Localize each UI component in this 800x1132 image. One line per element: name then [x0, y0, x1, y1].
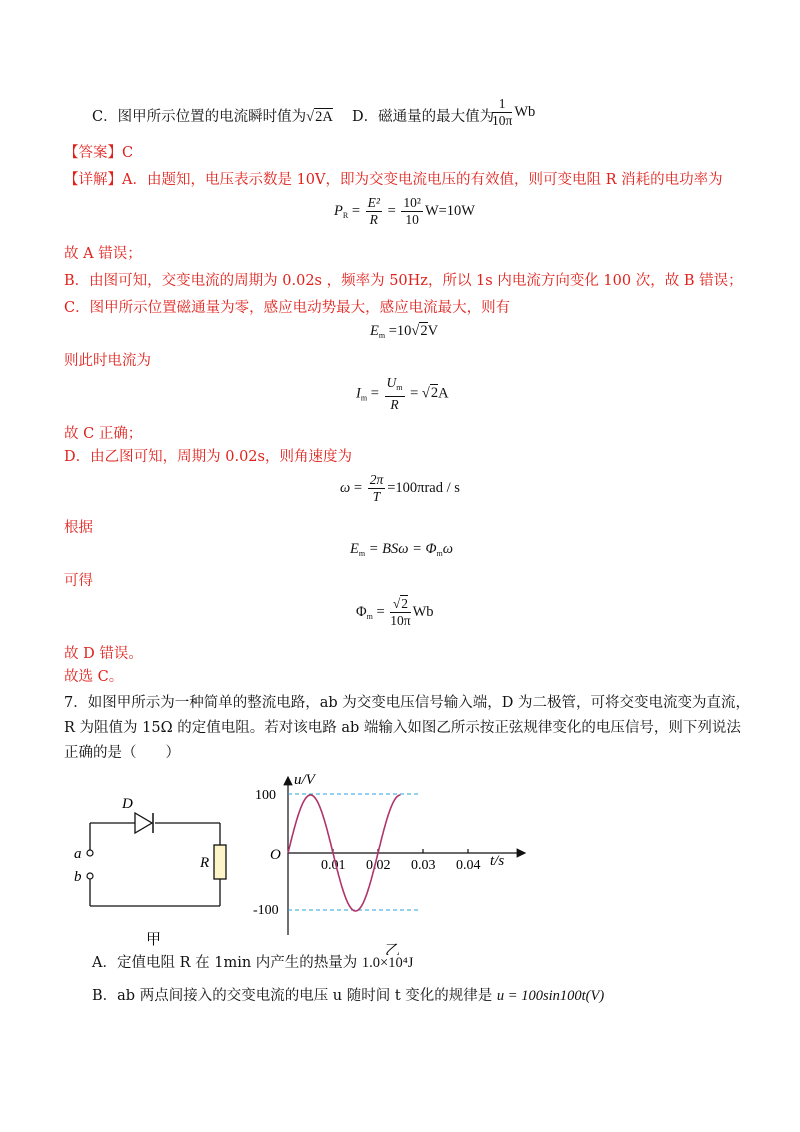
option-a-text: A．定值电阻 R 在 1min 内产生的热量为	[92, 955, 358, 971]
equation-omega: ω = $\frac{2\pi}{T}$ =100πrad / s	[340, 472, 460, 504]
eq5-lhs: E	[350, 541, 359, 557]
detail-line-11: 故选 C。	[64, 669, 124, 685]
eq6-lhs-sub: m	[366, 611, 373, 621]
circuit-caption: 甲	[146, 932, 162, 948]
eq3-num: U	[386, 375, 397, 390]
eq6-den: 10π	[390, 613, 411, 628]
eq3-den: R	[390, 397, 399, 412]
detail-line-7: D．由乙图可知，周期为 0.02s，则角速度为	[64, 449, 352, 465]
equation-power: $P_R$ = $\frac{\text{E²}}{R}$ = $\frac{\text{10²}}{10}$ W=10W	[334, 195, 475, 227]
x-tick-label: 0.04	[456, 858, 481, 873]
detail-line-2: 故 A 错误；	[64, 246, 142, 262]
eq5-mid: = BSω = Φ	[368, 541, 437, 557]
eq1-lhs: P	[334, 202, 343, 219]
eq4-rhs: =100πrad / s	[387, 479, 460, 496]
origin-label: O	[270, 847, 281, 863]
d-unit: Wb	[514, 103, 536, 120]
detail-line-3: B．由图可知，交变电流的周期为 0.02s ，频率为 50Hz，所以 1s 内电流方向变化 100 次，故 B 错误；	[64, 273, 743, 289]
eq1-num: E²	[367, 195, 380, 210]
eq6-lhs: Φ	[356, 603, 367, 620]
equation-flux: $\Phi_m$ = $\frac{√2}{10\pi}$ Wb	[356, 596, 434, 628]
eq2-rhs-c: V	[427, 323, 439, 339]
answer-label: 【答案】C	[64, 145, 134, 161]
circuit-diagram	[70, 790, 240, 950]
option-a-value: 1.0×10⁴J	[361, 955, 414, 971]
terminal-a-label: a	[74, 846, 82, 862]
resistor-icon	[214, 845, 226, 879]
terminal-b-label: b	[74, 869, 82, 885]
eq1-num2: 10²	[403, 195, 421, 210]
eq1-lhs-sub: R	[342, 210, 349, 220]
question-7-line-3: 正确的是（ ）	[64, 745, 180, 761]
eq3-num-sub: m	[396, 383, 403, 392]
terminal-a-icon	[87, 850, 93, 856]
question-7-line-1: 7．如图甲所示为一种简单的整流电路，ab 为交变电压信号输入端，D 为二极管，可将交变电流变为直流，	[64, 695, 750, 711]
resistor-label: R	[200, 855, 210, 871]
equation-emf-max	[350, 541, 453, 558]
eq3-lhs-sub: m	[360, 393, 368, 403]
diode-label: D	[122, 796, 133, 812]
y-axis-label: u/V	[294, 772, 315, 788]
equation-current: $I_m$ = $\frac{U_m}{R}$ = √2A	[356, 375, 449, 412]
eq6-rhs: Wb	[412, 603, 434, 620]
eq5-lhs-sub: m	[358, 549, 366, 558]
d-num: 1	[492, 96, 512, 113]
eq6-num: 2	[401, 596, 409, 611]
option-a	[92, 953, 413, 973]
eq1-rhs: W=10W	[424, 202, 475, 219]
detail-line-5: 则此时电流为	[64, 353, 151, 369]
y-tick-label: -100	[253, 903, 279, 918]
equation-emf: $E_m =10√2V$	[370, 323, 439, 340]
eq2-rhs-a: =10	[388, 323, 412, 339]
option-c-text: C．图甲所示位置的电流瞬时值为	[92, 109, 307, 125]
question-7-line-2: R 为阻值为 15Ω 的定值电阻。若对该电路 ab 端输入如图乙所示按正弦规律变化的电压信号，则下列说法	[64, 720, 741, 736]
eq1-den: R	[369, 212, 378, 227]
option-b-text: B．ab 两点间接入的交变电流的电压 u 随时间 t 变化的规律是	[92, 988, 493, 1004]
graph-caption: 乙	[385, 943, 401, 955]
option-d-text: D．磁通量的最大值为	[352, 109, 495, 125]
x-axis-label: t/s	[490, 853, 505, 869]
detail-line-6: 故 C 正确；	[64, 426, 143, 442]
eq2-lhs-sub: m	[378, 331, 386, 340]
option-d-value	[490, 96, 535, 129]
eq4-den: T	[372, 489, 381, 504]
eq4-lhs: ω	[340, 479, 351, 496]
x-tick-label: 0.01	[321, 858, 346, 873]
option-b-value: u = 100sin100t(V)	[496, 988, 605, 1004]
eq3-lhs: I	[356, 385, 361, 402]
voltage-graph	[250, 765, 540, 955]
y-tick-label: 100	[255, 788, 276, 803]
eq4-num: 2π	[369, 472, 384, 487]
eq2-lhs: E	[370, 323, 379, 339]
x-tick-label: 0.02	[366, 858, 391, 873]
detail-line-10: 故 D 错误。	[64, 646, 143, 662]
eq1-den2: 10	[405, 212, 419, 227]
eq5-mid-sub: m	[436, 549, 443, 558]
eq3-rhs-b: 2	[430, 385, 439, 402]
detail-line-1: 【详解】A．由题知，电压表示数是 10V，即为交变电流电压的有效值，则可变电阻 R 消耗的电功率为	[64, 172, 723, 188]
x-tick-label: 0.03	[411, 858, 436, 873]
detail-line-8: 根据	[64, 520, 93, 536]
d-den: 10π	[492, 113, 513, 128]
diode-icon	[135, 813, 152, 833]
option-c-prev: C．图甲所示位置的电流瞬时值为√2A	[92, 109, 333, 125]
eq2-rhs-b: 2	[420, 323, 428, 339]
detail-line-9: 可得	[64, 573, 93, 589]
option-d-prev	[352, 107, 494, 127]
eq3-rhs-c: A	[438, 385, 449, 402]
option-b	[92, 986, 604, 1006]
detail-line-4: C．图甲所示位置磁通量为零，感应电动势最大，感应电流最大，则有	[64, 300, 511, 316]
eq5-end: ω	[442, 541, 454, 557]
terminal-b-icon	[87, 873, 93, 879]
option-c-value: 2A	[315, 109, 333, 125]
